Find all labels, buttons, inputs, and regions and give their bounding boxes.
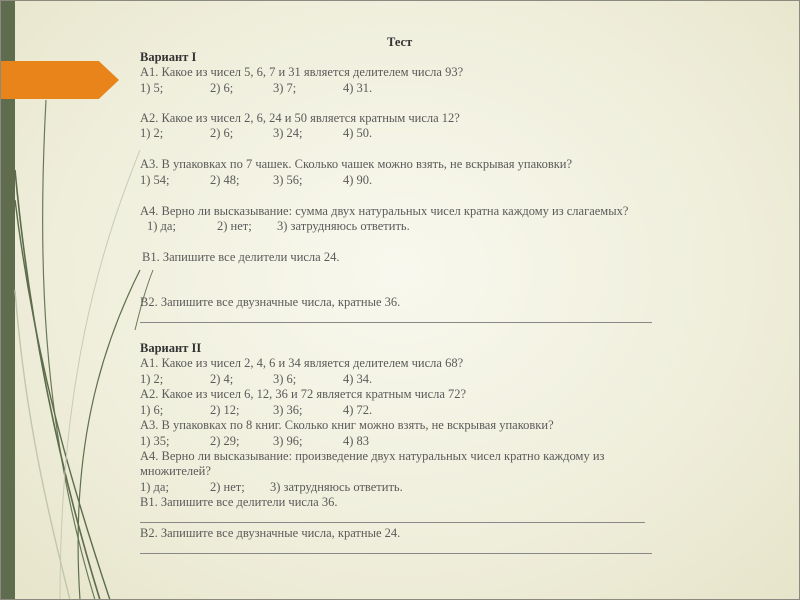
option: 1) 2; <box>140 372 164 386</box>
option: 4) 83 <box>343 434 370 448</box>
option: 4) 72. <box>343 403 373 417</box>
option: 4) 50. <box>343 126 373 140</box>
v1-a4-question: А4. Верно ли высказывание: сумма двух натуральных чисел кратна каждому из слагаемых? <box>140 204 629 218</box>
v2-a1-question: А1. Какое из чисел 2, 4, 6 и 34 является делителем числа 68? <box>140 356 464 370</box>
option: 1) 2; <box>140 126 164 140</box>
option: 1) да; <box>147 219 176 233</box>
v1-b1-task: В1. Запишите все делители числа 24. <box>142 250 340 264</box>
option: 1) 35; <box>140 434 170 448</box>
answer-line <box>140 522 645 523</box>
test-title: Тест <box>387 35 413 49</box>
option: 1) да; <box>140 480 169 494</box>
option: 3) 6; <box>273 372 297 386</box>
v2-a2-question: А2. Какое из чисел 6, 12, 36 и 72 является кратным числа 72? <box>140 387 467 401</box>
option: 3) 7; <box>273 81 297 95</box>
option: 3) 96; <box>273 434 303 448</box>
option: 2) нет; <box>210 480 245 494</box>
option: 2) 12; <box>210 403 240 417</box>
v2-a4-question-cont: множителей? <box>140 464 211 478</box>
option: 2) нет; <box>217 219 252 233</box>
v1-a2-question: А2. Какое из чисел 2, 6, 24 и 50 является кратным числа 12? <box>140 111 460 125</box>
option: 1) 54; <box>140 173 170 187</box>
option: 1) 5; <box>140 81 164 95</box>
v1-a1-question: А1. Какое из чисел 5, 6, 7 и 31 является делителем числа 93? <box>140 65 464 79</box>
option: 2) 4; <box>210 372 234 386</box>
option: 3) 36; <box>273 403 303 417</box>
v2-b1-task: В1. Запишите все делители числа 36. <box>140 495 338 509</box>
option: 3) затрудняюсь ответить. <box>270 480 403 494</box>
option: 4) 31. <box>343 81 373 95</box>
option: 2) 29; <box>210 434 240 448</box>
option: 2) 6; <box>210 81 234 95</box>
option: 4) 34. <box>343 372 373 386</box>
option: 3) затрудняюсь ответить. <box>277 219 410 233</box>
v2-b2-task: В2. Запишите все двузначные числа, кратные 24. <box>140 526 401 540</box>
variant-2-heading: Вариант II <box>140 341 202 355</box>
option: 1) 6; <box>140 403 164 417</box>
v1-a3-question: А3. В упаковках по 7 чашек. Сколько чашек можно взять, не вскрывая упаковки? <box>140 157 573 171</box>
option: 3) 56; <box>273 173 303 187</box>
v1-b2-task: В2. Запишите все двузначные числа, кратные 36. <box>140 295 401 309</box>
v2-a4-question: А4. Верно ли высказывание: произведение двух натуральных чисел кратно каждому из <box>140 449 605 463</box>
answer-line <box>140 322 652 323</box>
option: 2) 48; <box>210 173 240 187</box>
option: 2) 6; <box>210 126 234 140</box>
answer-line <box>140 553 652 554</box>
option: 3) 24; <box>273 126 303 140</box>
variant-1-heading: Вариант I <box>140 50 197 64</box>
option: 4) 90. <box>343 173 373 187</box>
v2-a3-question: А3. В упаковках по 8 книг. Сколько книг можно взять, не вскрывая упаковки? <box>140 418 554 432</box>
